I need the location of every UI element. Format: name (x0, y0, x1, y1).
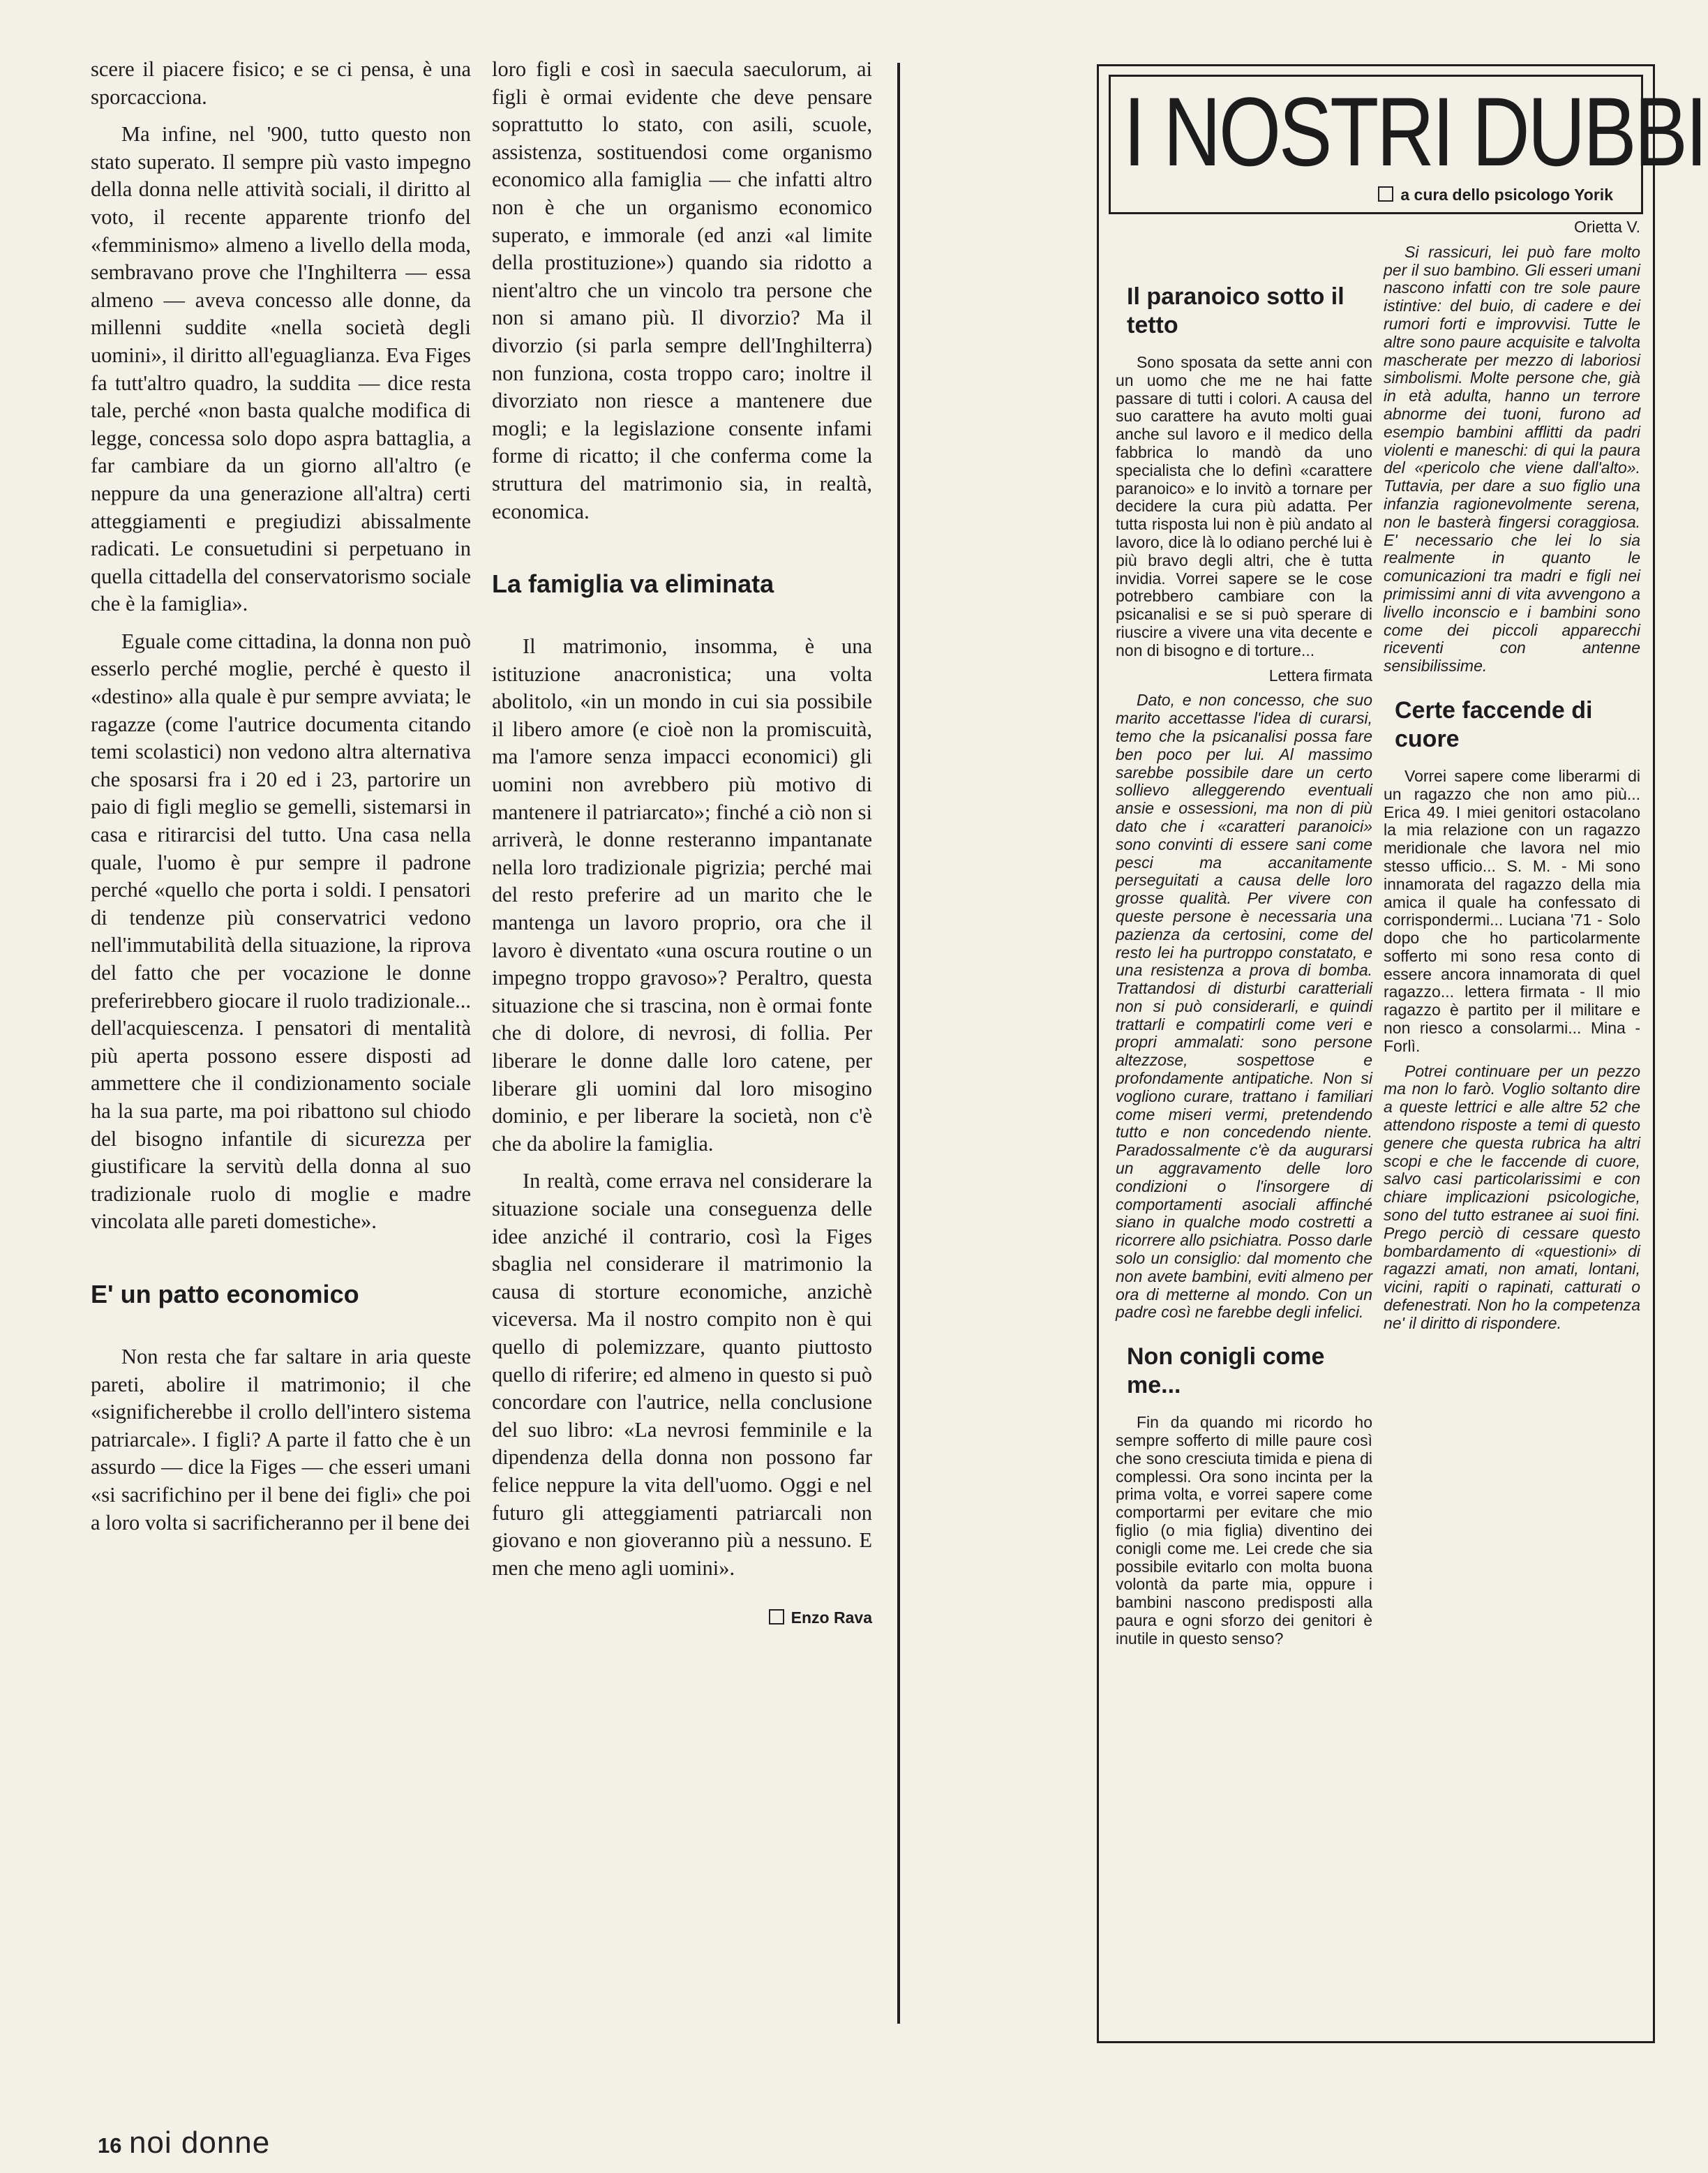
question-heading: Certe faccende di cuore (1395, 696, 1593, 752)
paragraph: loro figli e così in saecula saeculorum, ai figli è ormai evidente che deve pensare soprattutto lo stato, con asili, scuole, assistenza, sostituendosi come organismo economico alla famiglia — che infatti altro non è che un organismo economico superato, e immorale (ed anzi «al limite della prostituzione») quando sia ridotto a nient'altro che un vincolo tra persone che non si amano più. Il divorzio? Ma il divorzio (si parla sempre dell'Inghilterra) non funziona, costa troppo caro; inoltre il divorziato non riesce a mantenere due mogli; e la legislazione consente infami forme di ricatto; il che conferma come la struttura del matrimonio sia, in realtà, economica. (492, 57, 872, 523)
section-heading: La famiglia va eliminata (492, 569, 774, 599)
paragraph: Ma infine, nel '900, tutto questo non stato superato. Il sempre più vasto impegno della donna nelle attività sociali, il diritto al voto, il recente apparente trionfo del «femminismo» almeno a livello della moda, sembravano prove che l'Inghilterra — essa almeno — aveva concesso alle donne, da millenni suddite «nella società degli uomini», il diritto all'eguaglianza. Eva Figes fa tutt'altro quadro, la suddita — dice resta tale, perché «non basta qualche modifica di legge, concessa solo dopo aspra battaglia, a far cambiare da un giorno all'altro (e neppure da una generazione all'altra) certi atteggiamenti e pregiudizi abissalmente radicati. Le consuetudini si perpetuano in quella cittadella del conservatorismo sociale che è la famiglia». (91, 122, 471, 616)
letter-signature: Orietta V. (1573, 218, 1640, 236)
paragraph: Eguale come cittadina, la donna non può esserlo perché moglie, perché è questo il «destino» alla quale è pur sempre avviata; le ragazze (come l'autrice documenta citando temi scolastici) non vedono altra alternativa che sposarsi fra i 20 ed i 23, partorire un paio di figli meglio se gemelli, sistemarsi in casa e ritirarcisi del tutto. Una casa nella quale, l'uomo è pur sempre il padrone perché «quello che porta i soldi. I pensatori di tendenze più conservatrici vedono nell'immutabilità della situazione, la riprova del fatto che per vocazione le donne preferirebbero giocare il ruolo tradizionale... dell'acquiescenza. I pensatori di mentalità più aperta possono essere disposti ad ammettere che il condizionamento sociale ha la sua parte, ma poi ribattono sul chiodo del bisogno infantile di sicurezza per giustificare la servitù della donna al suo tradizionale ruolo di moglie e madre vincolata alle pareti domestiche». (91, 629, 471, 1234)
reader-letter: Fin da quando mi ricordo ho sempre sofferto di mille paure così che sono cresciuta timida e piena di complessi. Ora sono incinta per la prima volta, e vorrei sapere come comportarmi per evitare che mio figlio (o mia figlia) diventino dei conigli come me. Lei crede che sia possibile evitarlo con molta buona volontà da parte mia, oppure i bambini nascono predisposti alla paura e ogni sforzo dei genitori è inutile in questo senso? (1116, 1413, 1372, 1648)
letter-signature: Lettera firmata (1268, 666, 1372, 685)
paragraph: Il matrimonio, insomma, è una istituzione anacronistica; una volta abolitolo, «in un mondo in cui sia possibile il libero amore (e cioè non la promiscuità, ma l'amore senza impacci economici) gli uomini non avrebbero più motivo di mantenere il patriarcato»; finché a ciò non si arriverà, le donne resteranno impantanate nella loro tradizionale pigrizia; perché mai del resto preferire ad un marito che le mantenga un lavoro proprio, ora che il lavoro è diventato «una oscura routine o un impegno troppo gravoso»? Peraltro, questa situazione che si trascina, non è ormai fonte che di dolore, di nevrosi, di follia. Per liberare le donne dalle loro catene, per liberare gli uomini dal loro misogino dominio, e per liberare la società, non c'è che da abolire la famiglia. (492, 634, 872, 1156)
advice-column-box (1097, 64, 1706, 2043)
psychologist-reply: Si rassicuri, lei può fare molto per il suo bambino. Gli esseri umani nascono infatti con tre sole paure istintive: del buio, di cadere e dei rumori forti e improvvisi. Tutte le altre sono paure acquisite e talvolta mascherate per mezzo di laboriosi simbolismi. Molte persone che, già in età adulta, hanno un terrore abnorme dei tuoni, furono ad esempio bambini afflitti da padri violenti e maneschi: di qui la paura del «pericolo che viene dall'alto». Tuttavia, per dare a suo figlio una infanzia ragionevolmente serena, non le basterà fingersi coraggiosa. E' necessario che lei lo sia realmente in quanto le comunicazioni tra madri e figli nei primissimi anni di vita avvengono a livello inconscio e i bambini sono come dei piccoli apparecchi riceventi con antenne sensibilissime. (1384, 242, 1640, 675)
question-heading: Non conigli come me... (1127, 1343, 1325, 1399)
article-column-middle (492, 56, 872, 1627)
paragraph: Non resta che far saltare in aria queste pareti, abolire il matrimonio; il che «significherebbe il crollo dell'intero sistema patriarcale». I figli? A parte il fatto che è un assurdo — dice la Figes — che esseri umani «si sacrifichino per il bene dei figli» che poi a loro volta si sacrificheranno per il bene dei (91, 1344, 471, 1534)
rubric-column-left (1116, 213, 1372, 1655)
byline (492, 1608, 872, 1627)
author-name: Enzo Rava (791, 1608, 872, 1627)
section-heading: E' un patto economico (91, 1279, 359, 1308)
article-column-left (91, 56, 471, 1546)
magazine-name: noi donne (128, 2126, 271, 2160)
rubric-subtitle-text: a cura dello psicologo Yorik (1400, 186, 1613, 204)
psychologist-reply: Dato, e non concesso, che suo marito accettasse l'idea di curarsi, temo che la psicanalisi possa fare ben poco per lui. Al massimo sarebbe possibile dare un certo sollievo alleggerendo eventuali ansie e ossessioni, ma non di più dato che i «caratteri paranoici» sono convinti di essere sani come pesci ma accanitamente perseguitati a causa delle loro grosse qualità. Per vivere con queste persone è necessaria una pazienza da certosini, come del resto lei ha purtroppo constatato, e una resistenza a prova di bomba. Trattandosi di disturbi caratteriali non si può considerarli, e quindi trattarli e compatirli come veri e propri ammalati: sono persone altezzose, sospettose e profondamente antipatiche. Non si vogliono curare, trattano i familiari come miseri vermi, pretendendo tutto e non concedendo niente. Paradossalmente c'è da augurarsi un aggravamento delle loro condizioni o l'insorgere di comportamenti asociali affinché siano in qualche modo costretti a ricorrere allo psichiatra. Posso darle solo un consiglio: dal momento che non avete bambini, eviti almeno per ora di metterne al mondo. Con un padre così ne farebbe degli infelici. (1116, 691, 1372, 1322)
column-divider (897, 63, 900, 2024)
paragraph: In realtà, come errava nel considerare la situazione sociale una conseguenza delle idee anziché il contrario, così la Figes sbaglia nel considerare il matrimonio la causa di storture economiche, anzichè viceversa. Ma il nostro compito non è qui quello di polemizzare, quanto piuttosto quello di riferire; ed almeno in questo si può concordare con l'autrice, nella conclusione del suo libro: «La nevrosi femminile e la dipendenza della donna non possono far felice neppure la vita dell'uomo. Oggi e nel futuro gli atteggiamenti patriarcali non giovano e non gioveranno più a nessuno. E men che meno agli uomini». (492, 1169, 872, 1580)
rubric-column-right (1384, 218, 1640, 1340)
square-bullet-icon (1378, 186, 1393, 202)
paragraph: scere il piacere fisico; e se ci pensa, è una sporcacciona. (91, 57, 471, 109)
page-number: 16 (98, 2133, 122, 2158)
page-footer (98, 2126, 270, 2160)
psychologist-reply: Potrei continuare per un pezzo ma non lo farò. Voglio soltanto dire a queste lettrici e alle altre 52 che attendono risposte a temi di questo genere che questa rubrica ha altri scopi e che le faccende di cuore, salvo casi particolarissimi e con chiare implicazioni psicologiche, sono del tutto estranee ai suoi fini. Prego perciò di cessare questo bombardamento di «questioni» di ragazzi amati, non amati, lontani, vicini, rapiti o rapinati, catturati o defenestrati. Non ho la competenza ne' il diritto di rispondere. (1384, 1061, 1640, 1332)
square-bullet-icon (769, 1609, 784, 1625)
question-heading: Il paranoico sotto il tetto (1127, 283, 1344, 338)
rubric-masthead (1109, 75, 1706, 214)
rubric-subtitle (1378, 186, 1613, 204)
reader-letter: Vorrei sapere come liberarmi di un ragazzo che non amo più... Erica 49. I miei genitori ostacolano la mia relazione con un ragazzo meridionale che lavora nel mio stesso ufficio... S. M. - Mi sono innamorata del ragazzo della mia amica il quale ha confessato di corrispondermi... Luciana '71 - Solo dopo che ho particolarmente sofferto mi sono resa conto di essere ancora innamorata di quel ragazzo... lettera firmata - Il mio ragazzo è partito per il militare e non riesco a consolarmi... Mina - Forlì. (1384, 766, 1640, 1055)
rubric-title: I NOSTRI DUBBI (1123, 77, 1706, 186)
reader-letter: Sono sposata da sette anni con un uomo che me ne hai fatte passare di tutti i colori. A causa del suo carattere ha avuto molti guai anche sul lavoro e il medico della fabbrica lo mandò da uno specialista che lo definì «carattere paranoico» e lo invitò a tornare per decidere la cura più adatta. Per tutta risposta lui non è più andato al lavoro, dice là lo odiano perché lui è più bravo degli altri, che è tutta invidia. Vorrei sapere se le cose potrebbero cambiare con la psicanalisi e se si può sperare di riuscire a vivere una vita decente e non di bisogno e di torture... (1116, 353, 1372, 659)
